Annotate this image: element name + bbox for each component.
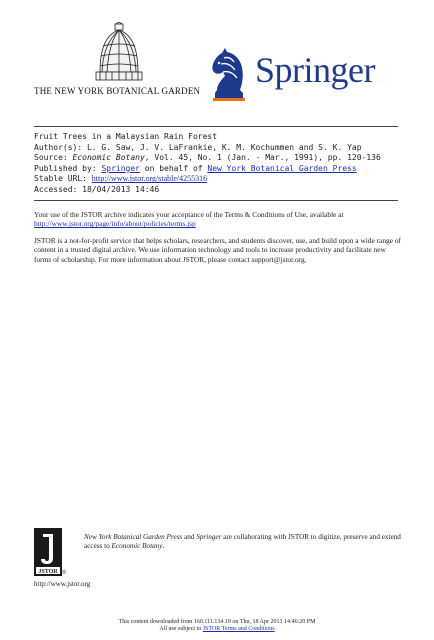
article-authors: Author(s): L. G. Saw, J. V. LaFrankie, K. M. Kochummen and S. K. Yap	[34, 142, 362, 152]
publisher-link-springer[interactable]: Springer	[101, 163, 140, 173]
registered-mark: ®	[62, 570, 67, 576]
nybg-logo	[34, 22, 204, 102]
terms-link[interactable]: http://www.jstor.org/page/info/about/policies/terms.jsp	[34, 219, 196, 229]
article-publisher: Published by: Springer on behalf of New York Botanical Garden Press	[34, 163, 357, 173]
jstor-terms-link[interactable]: JSTOR Terms and Conditions	[202, 626, 275, 633]
citation-block	[34, 132, 414, 196]
conservatory-dome-icon	[94, 22, 144, 82]
publisher-link-nybg-press[interactable]: New York Botanical Garden Press	[207, 163, 357, 173]
article-title: Fruit Trees in a Malaysian Rain Forest	[34, 132, 218, 141]
jstor-url: http://www.jstor.org	[34, 580, 91, 588]
download-footer	[0, 619, 434, 634]
terms-notice: Your use of the JSTOR archive indicates your acceptance of the Terms & Conditions of Use, available at http://www.jstor.org/page/info/about/policies/terms.jsp	[34, 210, 344, 229]
stable-url: Stable URL: http://www.jstor.org/stable/4255316	[34, 174, 208, 184]
svg-text:JSTOR: JSTOR	[38, 569, 58, 575]
jstor-logo-icon	[34, 528, 62, 576]
accessed-date: Accessed: 18/04/2013 14:46	[34, 184, 160, 194]
citation-divider	[34, 200, 398, 201]
download-info: This content downloaded from 160.111.134.19 on Thu, 18 Apr 2013 14:46:20 PM	[118, 619, 316, 625]
chess-knight-icon	[207, 46, 251, 102]
stable-url-link[interactable]: http://www.jstor.org/stable/4255316	[91, 174, 208, 184]
springer-logo	[207, 46, 407, 102]
collaboration-notice: New York Botanical Garden Press and Springer are collaborating with JSTOR to digitize, preserve and extend access to Economic Botany.	[84, 533, 401, 550]
springer-wordmark: Springer	[255, 50, 375, 90]
article-source: Source: Economic Botany, Vol. 45, No. 1 (Jan. - Mar., 1991), pp. 120-136	[34, 153, 381, 163]
header-divider	[34, 126, 398, 127]
nybg-name: THE NEW YORK BOTANICAL GARDEN	[34, 86, 201, 96]
jstor-about: JSTOR is a not-for-profit service that helps scholars, researchers, and students discover, use, and build upon a wide range of content in a trusted digital archive. We use information technology and tools to increase productivity and facilitate new forms of scholarship. For more information about JSTOR, please contact support@jstor.org.	[34, 236, 402, 264]
use-terms-line: All use subject to JSTOR Terms and Conditions	[159, 626, 275, 633]
journal-name: Economic Botany	[72, 153, 145, 163]
